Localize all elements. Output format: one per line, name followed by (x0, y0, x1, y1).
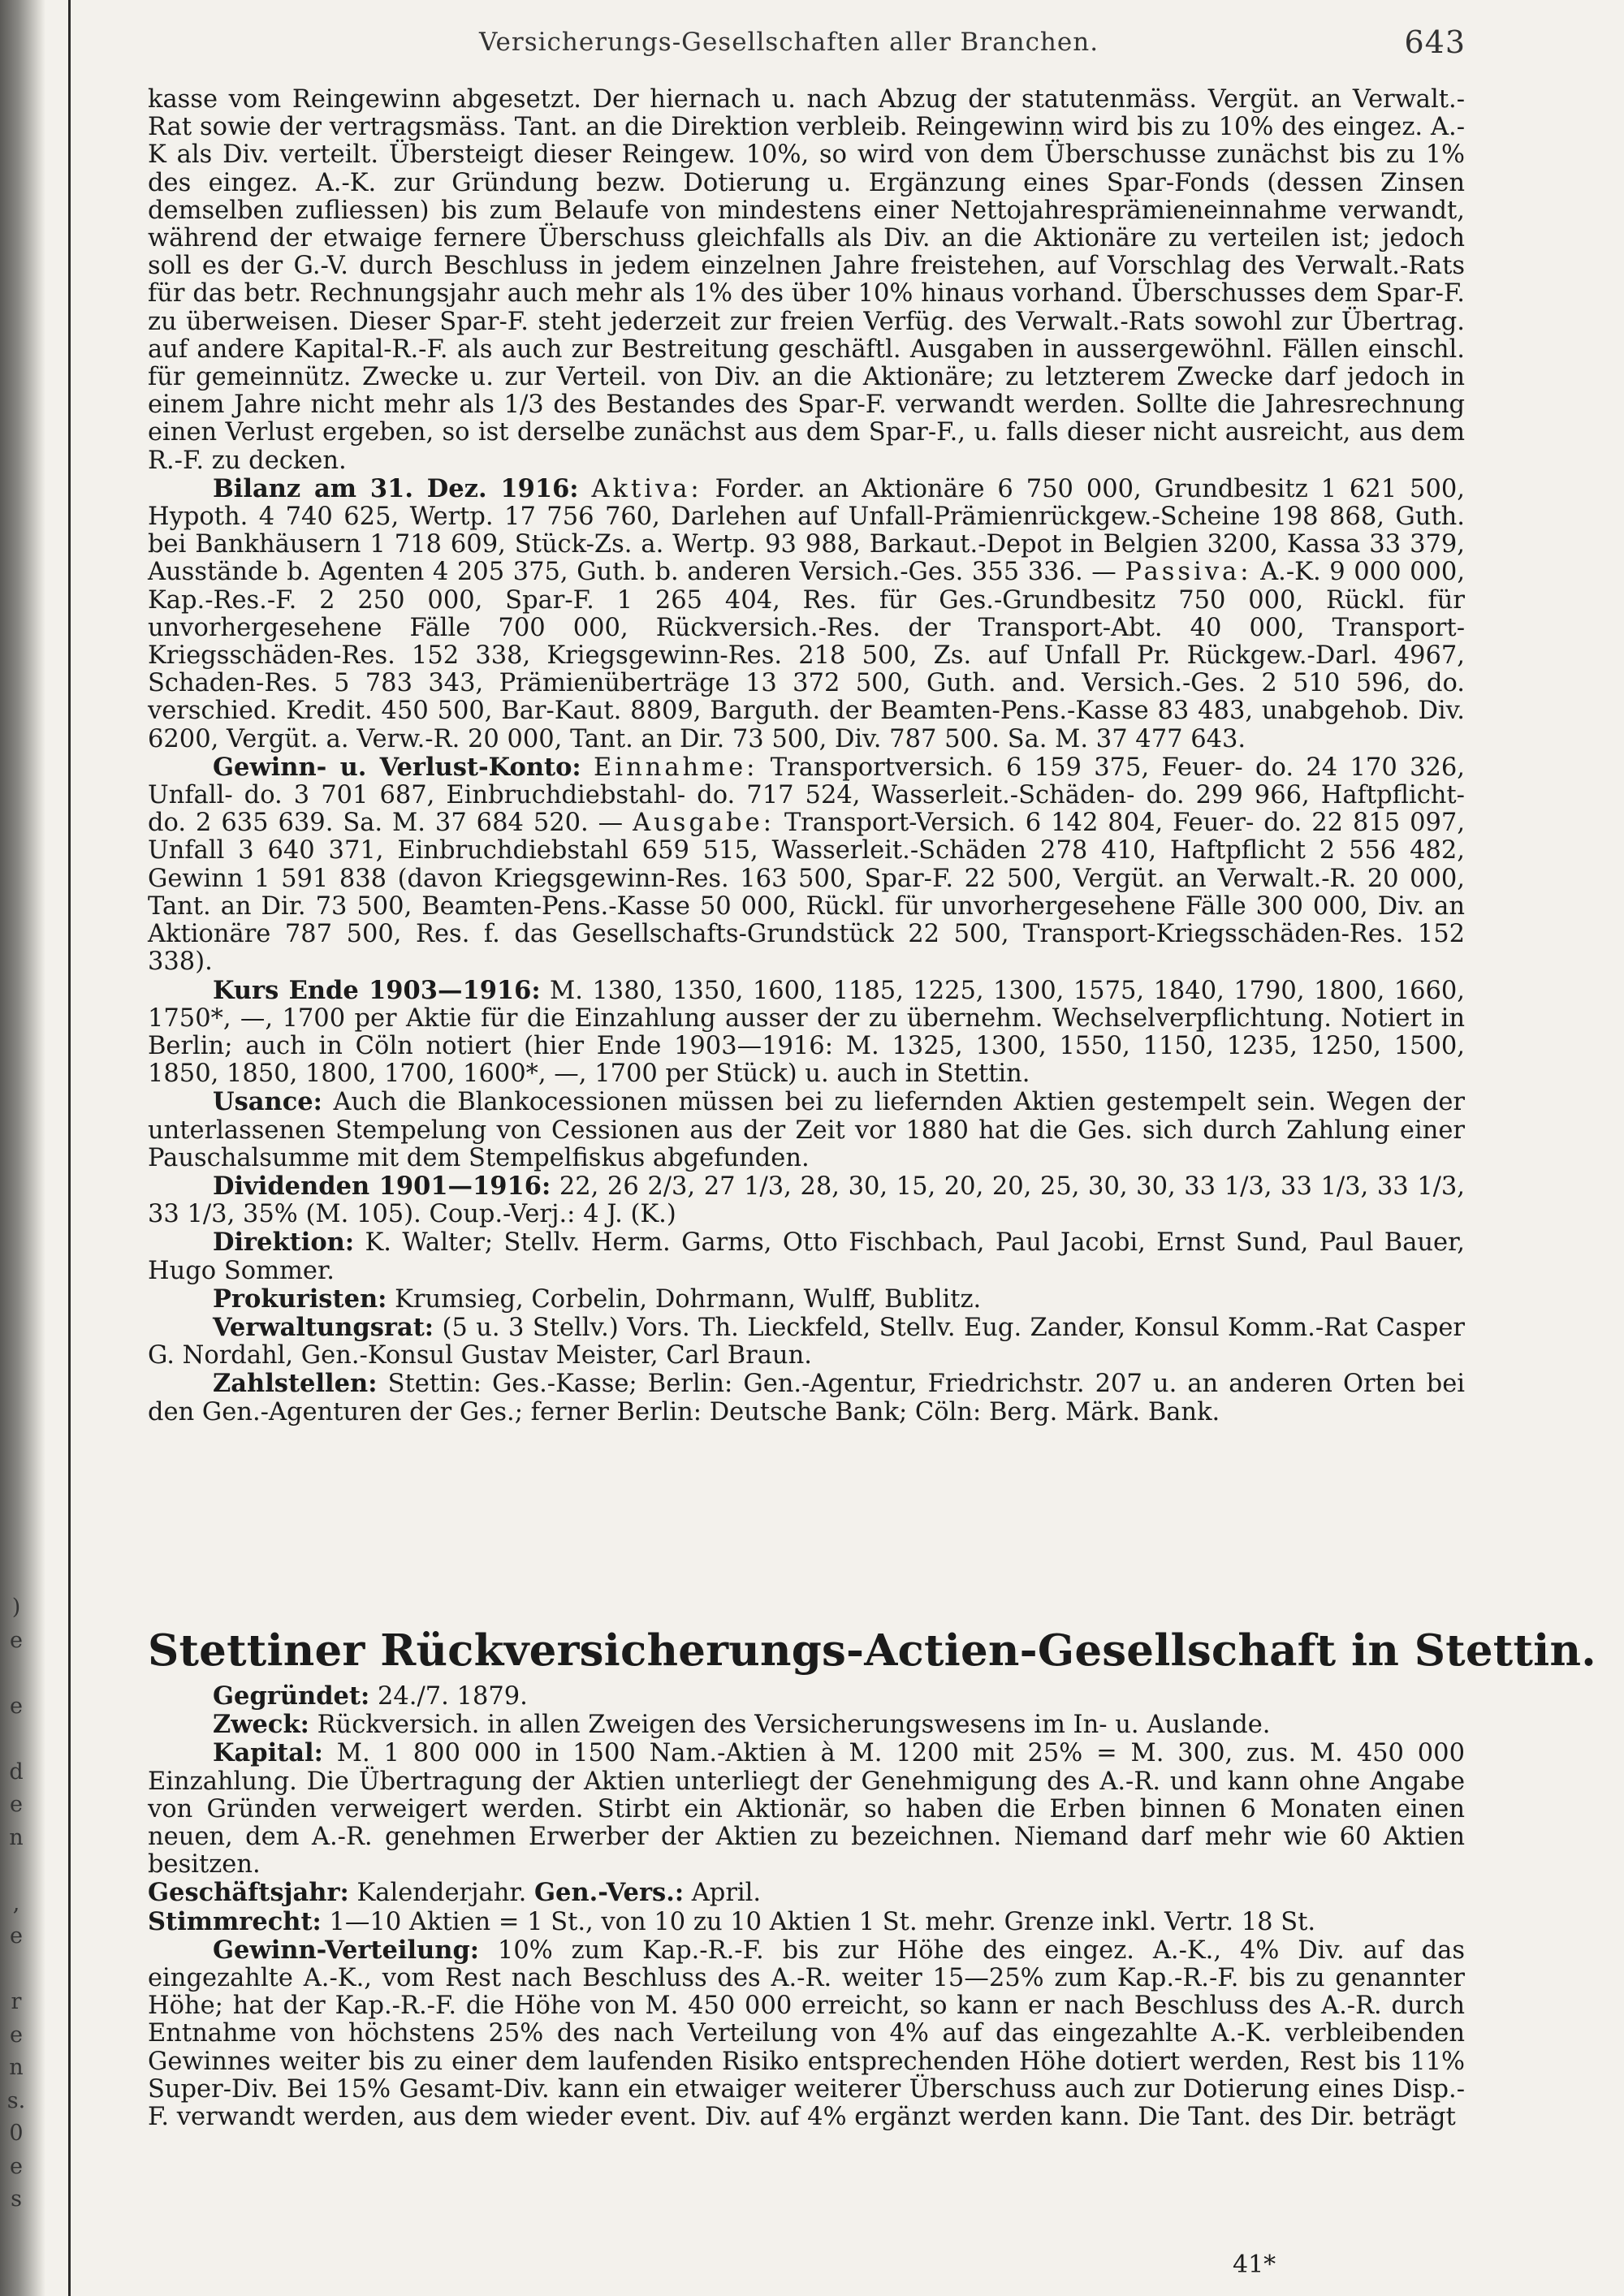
text-zweck: Rückversich. in allen Zweigen des Versicherungswesens im In- u. Auslande. (317, 1711, 1271, 1740)
paragraph-verwaltungsrat (148, 1314, 1465, 1370)
margin-char: d (9, 1759, 24, 1785)
page-number: 643 (1404, 24, 1466, 60)
text-usance: Auch die Blankocessionen müssen bei zu liefernden Aktien gestempelt sein. Wegen der unterlassenen Stempelung von Cessionen aus der Zeit vor 1880 hat die Ges. sich durch Zahlung einer Pauschalsumme mit dem Stempelfiskus abgefunden. (148, 1088, 1465, 1172)
label-usance: Usance: (213, 1087, 322, 1117)
company-heading: Stettiner Rückversicherungs-Actien-Gesellschaft in Stettin. (148, 1625, 1596, 1676)
paragraph-usance (148, 1088, 1465, 1172)
margin-char: ) (11, 1595, 21, 1620)
label-kapital: Kapital: (213, 1738, 323, 1768)
label-gewinn-verteilung: Gewinn-Verteilung: (213, 1935, 480, 1965)
text-gen-vers: April. (691, 1879, 762, 1908)
label-stimmrecht: Stimmrecht: (148, 1906, 322, 1936)
text-aktiva: Forder. an Aktionäre 6 750 000, Grundbesitz 1 621 500, Hypoth. 4 740 625, Wertp. 17 756 760, Darlehen auf Unfall-Prämienrückgew.-Scheine 198 868, Guth. bei Bankhäusern 1 718 609, Stück-Zs. a. Wertp. 93 988, Barkaut.-Depot in Belgien 3200, Kassa 33 379, Ausstände b. Agenten 4 205 375, Guth. b. anderen Versich.-Ges. 355 336. — (148, 474, 1465, 587)
text-gewinn-verteilung: 10% zum Kap.-R.-F. bis zur Höhe des eingez. A.-K., 4% Div. auf das eingezahlte A.-K., vom Rest nach Beschluss des A.-R. weiter 15—25% zum Kap.-R.-F. bis zu genannter Höhe; hat der Kap.-R.-F. die Höhe von M. 450 000 erreicht, so kann er nach Beschluss des A.-R. durch Entnahme von höchstens 25% des nach Verteilung von 4% auf das eingezahlte A.-K. verbleibenden Gewinnes weiter bis zu einer dem laufenden Risiko entsprechenden Höhe dotiert werden, Rest bis 11% Super-Div. Bei 15% Gesamt-Div. kann ein etwaiger weiterer Überschuss auch zur Dotierung eines Disp.-F. verwandt werden, aus dem wieder event. Div. auf 4% ergänzt werden kann. Die Tant. des Dir. beträgt (148, 1936, 1465, 2132)
text-direktion: K. Walter; Stellv. Herm. Garms, Otto Fischbach, Paul Jacobi, Ernst Sund, Paul Bauer, Hugo Sommer. (148, 1228, 1465, 1285)
label-passiva: Passiva: (1125, 558, 1252, 587)
text-zahlstellen: Stettin: Ges.-Kasse; Berlin: Gen.-Agentur, Friedrichstr. 207 u. an anderen Orten bei den Gen.-Agenturen der Ges.; ferner Berlin: Deutsche Bank; Cöln: Berg. Märk. Bank. (148, 1370, 1465, 1426)
section-previous-company (148, 86, 1465, 1426)
paragraph-bilanz (148, 475, 1465, 753)
text-kurs: M. 1380, 1350, 1600, 1185, 1225, 1300, 1575, 1840, 1790, 1800, 1660, 1750*, —, 1700 per Aktie für die Einzahlung ausser der zu übernehm. Wechselverpflichtung. Notiert in Berlin; auch in Cöln notiert (hier Ende 1903—1916: M. 1325, 1300, 1550, 1150, 1235, 1250, 1500, 1850, 1850, 1800, 1700, 1600*, —, 1700 per Stück) u. auch in Stettin. (148, 976, 1465, 1089)
margin-char (0, 1854, 32, 1888)
label-gegruendet: Gegründet: (213, 1681, 370, 1711)
label-aktiva: Aktiva: (591, 474, 702, 503)
text-passiva: A.-K. 9 000 000, Kap.-Res.-F. 2 250 000, Spar-F. 1 265 404, Res. für Ges.-Grundbesitz 750 000, Rückl. für unvorhergesehene Fälle 700 000, Rückversich.-Res. der Transport-Abt. 40 000, Transport-Kriegsschäden-Res. 152 338, Kriegsgewinn-Res. 218 500, Zs. auf Unfall Pr. Rückgew.-Darl. 4967, Schaden-Res. 5 783 343, Prämienüberträge 13 372 500, Guth. and. Versich.-Ges. 2 510 596, do. verschied. Kredit. 450 500, Bar-Kaut. 8809, Barguth. der Beamten-Pens.-Kasse 83 483, unabgehob. Div. 6200, Vergüt. a. Verw.-R. 20 000, Tant. an Dir. 73 500, Div. 787 500. Sa. M. 37 477 643. (148, 558, 1466, 753)
margin-char: e (10, 1693, 23, 1719)
margin-char: 0 (9, 2121, 24, 2146)
binding-edge-line (68, 0, 71, 2296)
text-geschaeftsjahr: Kalenderjahr. (356, 1879, 527, 1908)
paragraph-gewinn-verteilung (148, 1936, 1465, 2131)
margin-char: e (10, 2153, 23, 2179)
label-gewinn-verlust: Gewinn- u. Verlust-Konto: (213, 752, 581, 782)
margin-char: n (9, 2055, 24, 2080)
margin-char: e (10, 1923, 23, 1949)
text-einnahme: Transportversich. 6 159 375, Feuer- do. 24 170 326, Unfall- do. 3 701 687, Einbruchdiebstahl- do. 717 524, Wasserleit.-Schäden- do. 299 966, Haftpflicht- do. 2 635 639. Sa. M. 37 684 520. — (148, 753, 1465, 838)
paragraph-dividenden (148, 1172, 1465, 1228)
margin-char (0, 1657, 32, 1690)
label-kurs: Kurs Ende 1903—1916: (213, 975, 541, 1005)
text-dividenden: 22, 26 2/3, 27 1/3, 28, 30, 15, 20, 20, 25, 30, 30, 33 1/3, 33 1/3, 33 1/3, 33 1/3, 35% (M. 105). Coup.-Verj.: 4 J. (K.) (148, 1172, 1465, 1229)
section-stettiner-rueckversicherung (148, 1682, 1465, 2131)
margin-char (0, 1953, 32, 1987)
text-stimmrecht: 1—10 Aktien = 1 St., von 10 zu 10 Aktien 1 St. mehr. Grenze inkl. Vertr. 18 St. (329, 1907, 1316, 1936)
paragraph-zweck (148, 1711, 1465, 1739)
paragraph-profit-rules: kasse vom Reingewinn abgesetzt. Der hiernach u. nach Abzug der statutenmäss. Vergüt. an Verwalt.-Rat sowie der vertragsmäss. Tant. an die Direktion verbleib. Reingewinn wird bis zu 10% des eingez. A.-K als Div. verteilt. Übersteigt dieser Reingew. 10%, so wird von dem Überschusse zunächst bis zu 1% des eingez. A.-K. zur Gründung bezw. Dotierung u. Ergänzung eines Spar-Fonds (dessen Zinsen demselben zufliessen) bis zum Belaufe von mindestens einer Nettojahresprämieneinnahme verwandt, während der etwaige fernere Überschuss gleichfalls als Div. an die Aktionäre zu verteilen ist; jedoch soll es der G.-V. durch Beschluss in jedem einzelnen Jahre freistehen, auf Vorschlag des Verwalt.-Rats für das betr. Rechnungsjahr auch mehr als 1% des über 10% hinaus vorhand. Überschusses dem Spar-F. zu überweisen. Dieser Spar-F. steht jederzeit zur freien Verfüg. des Verwalt.-Rats sowohl zur Übertrag. auf andere Kapital-R.-F. als auch zur Bestreitung geschäftl. Ausgaben in aussergewöhnl. Fällen einschl. für gemeinnütz. Zwecke u. zur Verteil. von Div. an die Aktionäre; zu letzterem Zwecke darf jedoch in einem Jahre nicht mehr als 1/3 des Bestandes des Spar-F. verwandt werden. Sollte die Jahresrechnung einen Verlust ergeben, so ist derselbe zunächst aus dem Spar-F., u. falls dieser nicht ausreicht, aus dem R.-F. zu decken. (148, 85, 1465, 475)
label-zahlstellen: Zahlstellen: (213, 1369, 378, 1399)
signature-mark: 41* (1233, 2251, 1276, 2279)
label-einnahme: Einnahme: (594, 753, 758, 782)
text-gegruendet: 24./7. 1879. (377, 1682, 528, 1711)
label-geschaeftsjahr: Geschäftsjahr: (148, 1878, 349, 1908)
label-ausgabe: Ausgabe: (633, 809, 775, 838)
text-verwaltungsrat: (5 u. 3 Stellv.) Vors. Th. Lieckfeld, Stellv. Eug. Zander, Konsul Komm.-Rat Casper G. Nordahl, Gen.-Konsul Gustav Meister, Carl Braun. (148, 1313, 1465, 1370)
text-ausgabe: Transport-Versich. 6 142 804, Feuer- do. 22 815 097, Unfall 3 640 371, Einbruchdiebstahl 659 515, Wasserleit.-Schäden 278 410, Haftpflicht 2 556 482, Gewinn 1 591 838 (davon Kriegsgewinn-Res. 163 500, Spar-F. 22 500, Vergüt. an Verwalt.-R. 20 000, Tant. an Dir. 73 500, Beamten-Pens.-Kasse 50 000, Rückl. für unvorhergesehene Fälle 300 000, Div. an Aktionäre 787 500, Res. f. das Gesellschafts-Grundstück 22 500, Transport-Kriegsschäden-Res. 152 338). (148, 809, 1466, 977)
label-bilanz: Bilanz am 31. Dez. 1916: (213, 473, 579, 503)
running-header (146, 24, 1466, 65)
margin-char: s (11, 2186, 22, 2212)
margin-char (0, 1723, 32, 1756)
paragraph-direktion (148, 1228, 1465, 1284)
paragraph-zahlstellen (148, 1370, 1465, 1426)
paragraph-geschaeftsjahr (148, 1879, 1465, 1907)
label-gen-vers: Gen.-Vers.: (534, 1878, 685, 1908)
margin-char: e (10, 1792, 23, 1817)
text-kapital: M. 1 800 000 in 1500 Nam.-Aktien à M. 1200 mit 25% = M. 300, zus. M. 450 000 Einzahlung. Die Übertragung der Aktien unterliegt der Genehmigung des A.-R. und kann ohne Angabe von Gründen verweigert werden. Stirbt ein Aktionär, so haben die Erben binnen 6 Monaten einen neuen, dem A.-R. genehmen Erwerber der Aktien zu bezeichnen. Niemand darf mehr wie 60 Aktien besitzen. (148, 1739, 1465, 1880)
adjacent-page-margin-fragments (0, 1591, 32, 2216)
paragraph-stimmrecht (148, 1908, 1465, 1936)
margin-char: e (10, 2022, 23, 2048)
margin-char: , (12, 1890, 20, 1916)
label-dividenden: Dividenden 1901—1916: (213, 1171, 551, 1201)
paragraph-kurs (148, 977, 1465, 1089)
label-verwaltungsrat: Verwaltungsrat: (213, 1312, 434, 1342)
paragraph-gegruendet (148, 1682, 1465, 1711)
margin-char: r (11, 1989, 22, 2014)
margin-char: e (10, 1627, 23, 1653)
label-direktion: Direktion: (213, 1228, 355, 1258)
text-prokuristen: Krumsieg, Corbelin, Dohrmann, Wulff, Bublitz. (395, 1284, 982, 1314)
margin-char: s. (6, 2087, 26, 2113)
paragraph-prokuristen (148, 1285, 1465, 1314)
label-zweck: Zweck: (213, 1710, 309, 1740)
paragraph-kapital (148, 1739, 1465, 1879)
label-prokuristen: Prokuristen: (213, 1284, 387, 1314)
running-title: Versicherungs-Gesellschaften aller Branchen. (479, 28, 1099, 57)
margin-char: n (9, 1824, 24, 1850)
paragraph-gewinn-verlust (148, 753, 1465, 977)
